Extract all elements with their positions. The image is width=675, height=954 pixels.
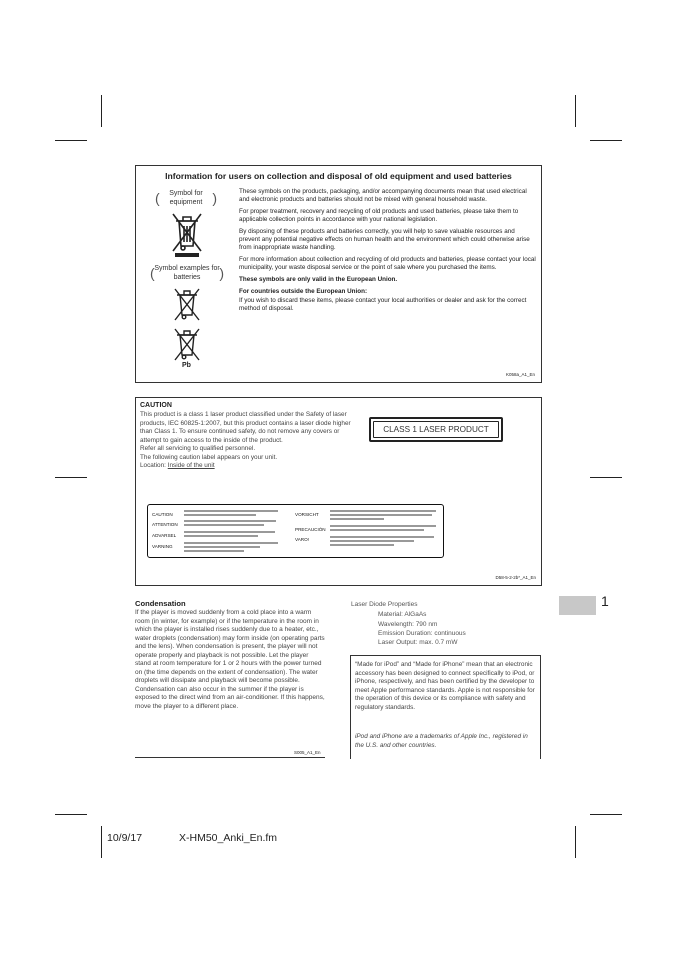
label-line-text: The following caution label appears on your unit. (140, 453, 278, 461)
weee-paragraph: For more information about collection and recycling of old products and batteries, please contact your local municipality, your waste disposal service or the point of sale where you purchased the items. (239, 256, 536, 271)
weee-paragraph: These symbols on the products, packaging, and/or accompanying documents mean that used electrical and electronic products and batteries should not be mixed with general household waste. (239, 188, 527, 203)
crop-mark (575, 826, 576, 858)
crossed-bin-equipment-icon (170, 211, 204, 257)
footer-filename: X-HM50_Anki_En.fm (179, 832, 278, 844)
crop-mark (590, 814, 622, 815)
label-word: ADVARSEL (152, 533, 177, 538)
crop-mark (575, 95, 576, 127)
label-word: CAUTION (152, 512, 173, 517)
crop-mark (55, 477, 87, 478)
location-line: Location: Inside of the unit (140, 462, 215, 469)
ipod-notice-box (350, 655, 541, 759)
page-number: 1 (601, 593, 609, 609)
crop-mark (55, 140, 87, 141)
class1-laser-label: CLASS 1 LASER PRODUCT (369, 417, 503, 442)
label-word: VARNING (152, 544, 173, 549)
crossed-bin-battery-pb-icon (172, 326, 202, 362)
crop-mark (101, 826, 102, 858)
laser-warning-label (147, 504, 444, 558)
eu-only-note: These symbols are only valid in the European Union. (239, 276, 398, 283)
servicing-text: Refer all servicing to qualified personnel. (140, 445, 256, 452)
outside-eu-heading: For countries outside the European Union: (239, 288, 368, 295)
laser-warning-label-graphic (148, 505, 442, 556)
crop-mark (590, 477, 622, 478)
symbol-equipment-label: ( Symbol for equipment ) (155, 190, 217, 206)
laser-property: Material: AlGaAs (378, 611, 427, 618)
caution-code: D58-5-2-2b*_A1_En (495, 575, 536, 580)
weee-text (239, 188, 537, 317)
label-word: PRECAUCIÓN (295, 527, 326, 532)
page-tab (559, 596, 596, 615)
laser-property: Wavelength: 790 nm (378, 621, 438, 628)
caution-body (140, 411, 355, 471)
crop-mark (55, 814, 87, 815)
weee-paragraph: For proper treatment, recovery and recycling of old products and used batteries, please take them to applicable collection points in accordance with your national legislation. (239, 208, 519, 223)
weee-title: Information for users on collection and disposal of old equipment and used batteries (165, 171, 512, 181)
label-word: ATTENTION (152, 522, 178, 527)
ipod-trademark-text: iPod and iPhone are a trademarks of Apple Inc., registered in the U.S. and other countries. (355, 733, 528, 749)
laser-property: Laser Output: max. 0.7 mW (378, 639, 458, 646)
symbol-batteries-label: ( Symbol examples for batteries ) (150, 265, 224, 281)
condensation-body: If the player is moved suddenly from a cold place into a warm room (in winter, for example) or if the temperature in the room in which the player is installed rises suddenly due to a heater, etc., water droplets (condensation) may form inside (on operating parts and the lens). When condensation is present, the player will not operate properly and playback is not possible. Let the player stand at room temperature for 1 or 2 hours with the power turned on (the time depends on the extent of condensation). The water droplets will dissipate and playback will become possible. Condensation can also occur in the summer if the player is exposed to the direct wind from an air-conditioner. If this happens, move the player to a different place. (135, 609, 325, 710)
caution-box (135, 397, 542, 586)
outside-eu-text: If you wish to discard these items, please contact your local authorities or dealer and ask for the correct method of disposal. (239, 297, 527, 312)
weee-code: K058a_A1_En (505, 372, 535, 377)
condensation-heading: Condensation (135, 599, 186, 608)
location-value: Inside of the unit (167, 462, 215, 469)
footer-date: 10/9/17 (107, 832, 143, 844)
weee-info-box (135, 165, 542, 383)
laser-property: Emission Duration: continuous (378, 630, 466, 637)
laser-properties-heading: Laser Diode Properties (351, 601, 418, 608)
caution-text: This product is a class 1 laser product classified under the Safety of laser products, IEC 60825-1:2007, but this product contains a laser diode higher than Class 1. To ensure continued safety, do not remove any covers or attempt to gain access to the inside of the product. (140, 411, 351, 444)
caution-title: CAUTION (140, 402, 172, 409)
crop-mark (590, 140, 622, 141)
divider (135, 757, 325, 758)
label-word: VORSICHT (295, 512, 319, 517)
crossed-bin-battery-icon (172, 286, 202, 322)
pb-mark: Pb (182, 362, 191, 369)
label-word: VARO! (295, 537, 309, 542)
crop-mark (101, 95, 102, 127)
ipod-notice-text: “Made for iPod” and “Made for iPhone” mean that an electronic accessory has been designed to connect specifically to iPod, or iPhone, respectively, and has been certified by the developer to meet Apple performance standards. Apple is not responsible for the operation of this device or its compliance with safety and regulatory standards. (355, 661, 535, 711)
condensation-code: S005_A1_En (294, 750, 321, 755)
weee-paragraph: By disposing of these products and batteries correctly, you will help to save valuable resources and prevent any potential negative effects on human health and the environment which could otherwise arise from inappropriate waste handling. (239, 228, 530, 251)
